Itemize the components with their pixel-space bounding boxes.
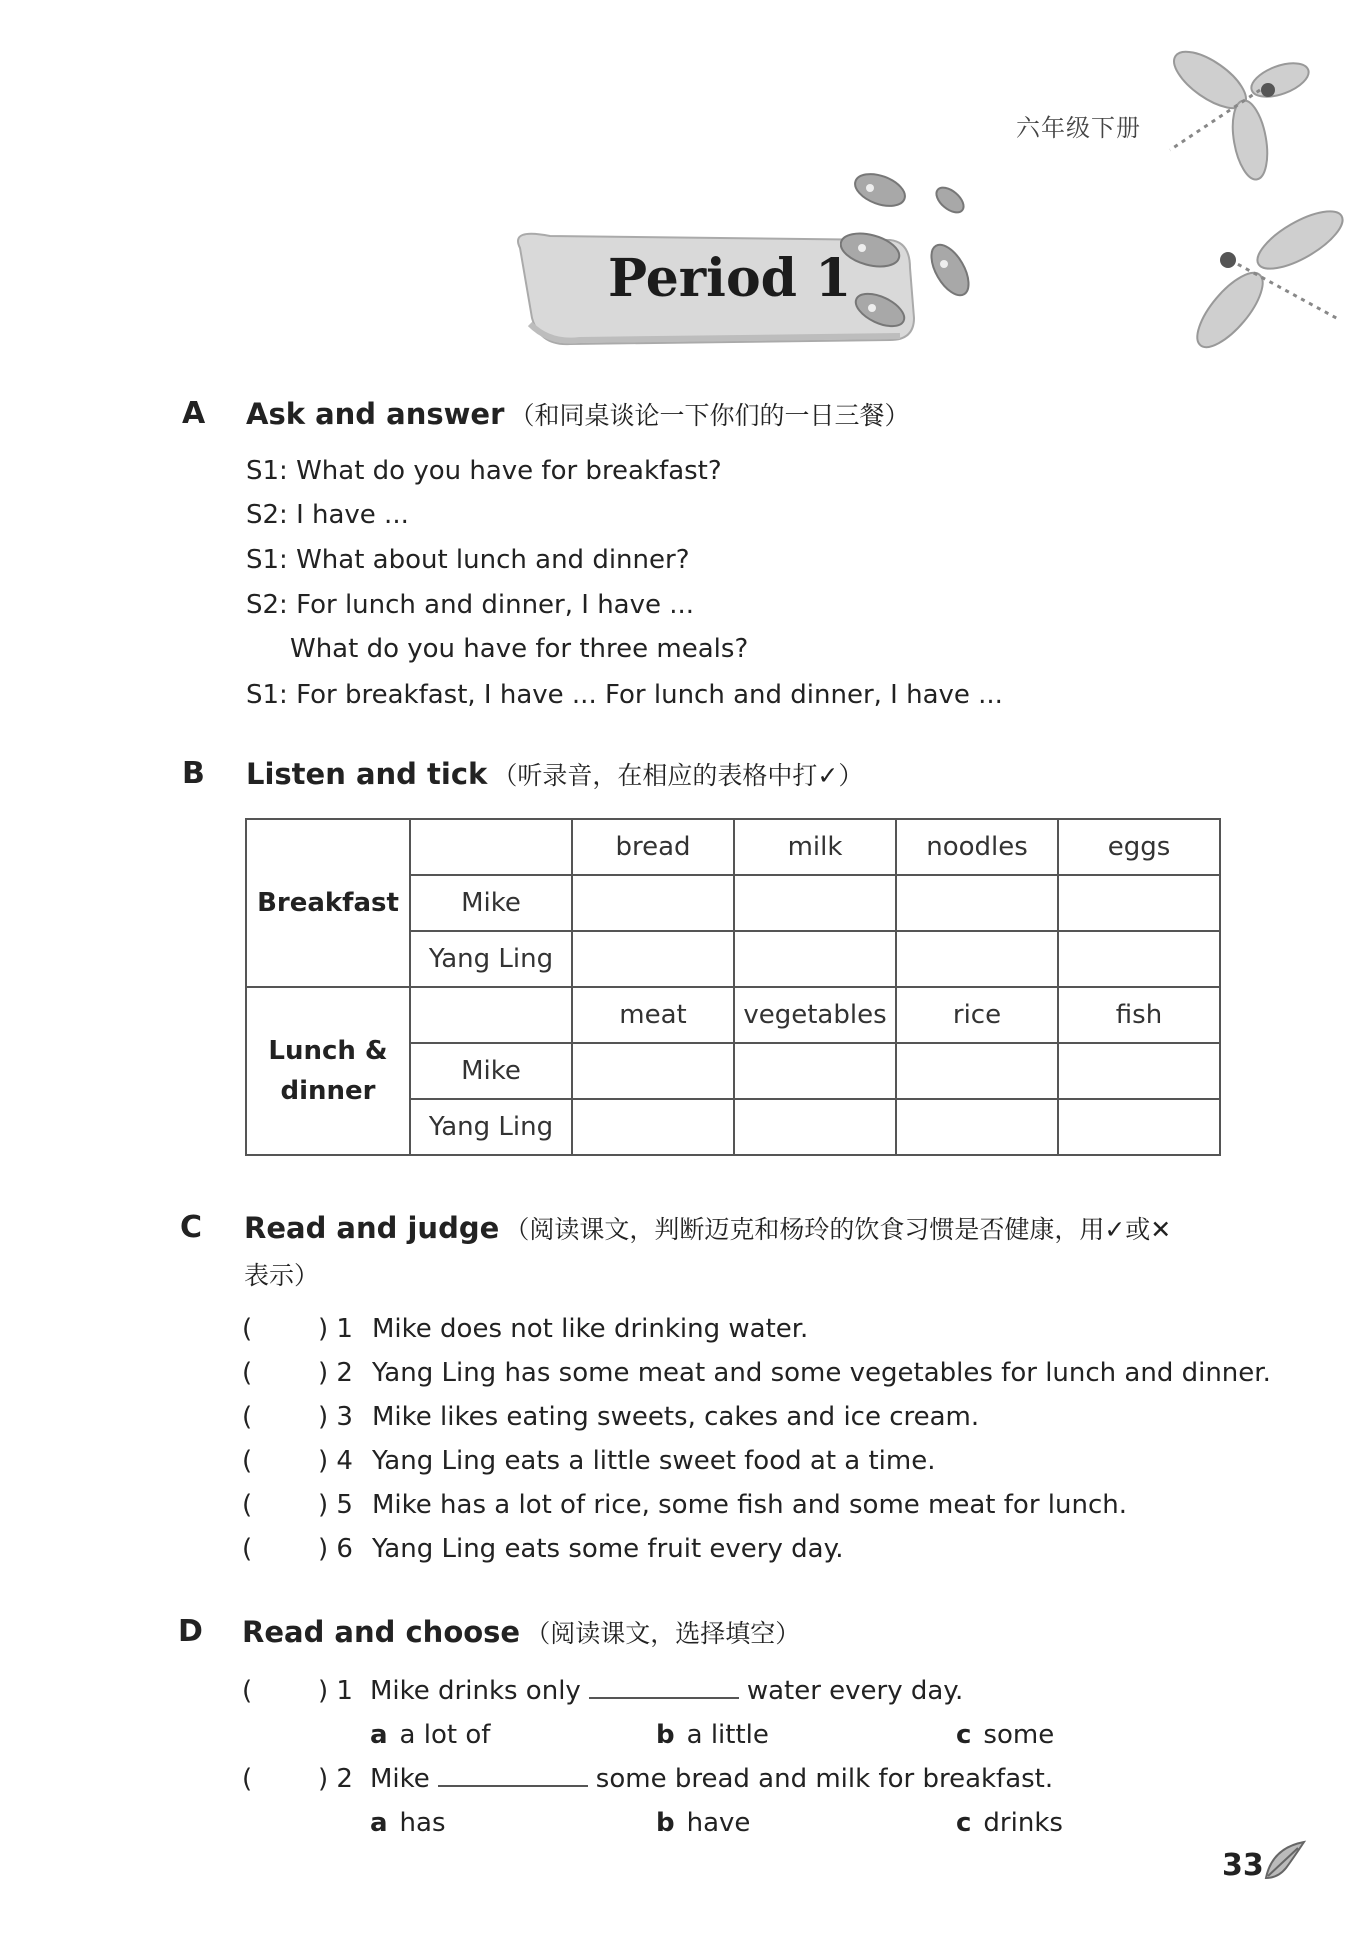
option-a[interactable]: a has	[370, 1808, 446, 1838]
answer-paren[interactable]: (	[242, 1402, 253, 1432]
food-header: rice	[896, 987, 1058, 1043]
question-number: ) 1	[318, 1314, 353, 1344]
section-d-hint: （阅读课文，选择填空）	[525, 1619, 801, 1648]
section-b-heading	[246, 756, 863, 792]
name-cell: Yang Ling	[410, 931, 572, 987]
tick-cell[interactable]	[1058, 931, 1220, 987]
question-number: ) 4	[318, 1446, 353, 1476]
question-pre: Mike drinks only	[370, 1676, 581, 1706]
question-text: Mike does not like drinking water.	[372, 1314, 809, 1344]
section-a-title: Ask and answer	[246, 397, 505, 431]
question-number: ) 2	[318, 1358, 353, 1388]
tick-cell[interactable]	[734, 875, 896, 931]
tick-cell[interactable]	[734, 931, 896, 987]
tick-cell[interactable]	[1058, 1099, 1220, 1155]
question-number: ) 1	[318, 1676, 353, 1706]
leaf-icon	[1262, 1838, 1308, 1882]
question-number: ) 3	[318, 1402, 353, 1432]
question-post: some bread and milk for breakfast.	[595, 1764, 1054, 1794]
food-header: fish	[1058, 987, 1220, 1043]
answer-paren[interactable]: (	[242, 1534, 253, 1564]
table-corner-cell	[410, 819, 572, 875]
tick-cell[interactable]	[572, 1043, 734, 1099]
question-text	[370, 1764, 1053, 1794]
food-header: bread	[572, 819, 734, 875]
answer-blank[interactable]	[589, 1697, 739, 1699]
section-d-title: Read and choose	[242, 1615, 521, 1649]
food-header: meat	[572, 987, 734, 1043]
tick-cell[interactable]	[572, 931, 734, 987]
question-text: Yang Ling eats a little sweet food at a time.	[372, 1446, 936, 1476]
section-c-hint-cont: 表示）	[244, 1261, 320, 1290]
section-a-heading	[246, 396, 910, 432]
question-text: Mike has a lot of rice, some fish and some meat for lunch.	[372, 1490, 1127, 1520]
name-cell: Mike	[410, 875, 572, 931]
table-corner-cell	[410, 987, 572, 1043]
tick-cell[interactable]	[896, 875, 1058, 931]
dragonfly-decoration	[1150, 20, 1350, 360]
listen-tick-table	[245, 818, 1221, 1156]
fish-decoration	[840, 160, 1000, 340]
answer-paren[interactable]: (	[242, 1446, 253, 1476]
food-header: milk	[734, 819, 896, 875]
tick-cell[interactable]	[1058, 1043, 1220, 1099]
dialogue-line: S1: For breakfast, I have ... For lunch and dinner, I have ...	[246, 680, 1003, 710]
section-a-hint: （和同桌谈论一下你们的一日三餐）	[509, 401, 910, 430]
section-d-letter: D	[178, 1614, 203, 1649]
option-b[interactable]: b a little	[656, 1720, 769, 1750]
dialogue-line: What do you have for three meals?	[290, 634, 749, 664]
answer-paren[interactable]: (	[242, 1764, 253, 1794]
section-b-letter: B	[182, 756, 205, 791]
question-text: Yang Ling eats some fruit every day.	[372, 1534, 844, 1564]
name-cell: Mike	[410, 1043, 572, 1099]
tick-cell[interactable]	[1058, 875, 1220, 931]
tick-cell[interactable]	[896, 1043, 1058, 1099]
tick-cell[interactable]	[572, 875, 734, 931]
answer-paren[interactable]: (	[242, 1490, 253, 1520]
dialogue-line: S1: What do you have for breakfast?	[246, 456, 722, 486]
dialogue-line: S1: What about lunch and dinner?	[246, 545, 690, 575]
option-c[interactable]: c some	[956, 1720, 1055, 1750]
question-text: Yang Ling has some meat and some vegetables for lunch and dinner.	[372, 1358, 1271, 1388]
answer-paren[interactable]: (	[242, 1676, 253, 1706]
section-d-heading	[242, 1614, 800, 1650]
food-header: noodles	[896, 819, 1058, 875]
question-number: ) 2	[318, 1764, 353, 1794]
tick-cell[interactable]	[896, 1099, 1058, 1155]
tick-cell[interactable]	[734, 1099, 896, 1155]
section-c-heading	[244, 1210, 1171, 1246]
lunch-dinner-label: Lunch & dinner	[246, 987, 410, 1155]
period-title: Period 1	[608, 248, 852, 309]
answer-blank[interactable]	[438, 1785, 588, 1787]
section-c-letter: C	[180, 1210, 203, 1245]
tick-cell[interactable]	[896, 931, 1058, 987]
question-number: ) 6	[318, 1534, 353, 1564]
question-pre: Mike	[370, 1764, 430, 1794]
tick-cell[interactable]	[734, 1043, 896, 1099]
answer-paren[interactable]: (	[242, 1358, 253, 1388]
dialogue-line: S2: For lunch and dinner, I have ...	[246, 590, 695, 620]
question-number: ) 5	[318, 1490, 353, 1520]
section-c-title: Read and judge	[244, 1211, 500, 1245]
section-b-title: Listen and tick	[246, 757, 488, 791]
tick-cell[interactable]	[572, 1099, 734, 1155]
food-header: eggs	[1058, 819, 1220, 875]
food-header: vegetables	[734, 987, 896, 1043]
section-c-hint: （阅读课文，判断迈克和杨玲的饮食习惯是否健康，用✓或✕	[504, 1215, 1172, 1244]
option-c[interactable]: c drinks	[956, 1808, 1063, 1838]
question-text: Mike likes eating sweets, cakes and ice cream.	[372, 1402, 980, 1432]
dialogue-line: S2: I have ...	[246, 500, 409, 530]
name-cell: Yang Ling	[410, 1099, 572, 1155]
option-b[interactable]: b have	[656, 1808, 751, 1838]
section-b-hint: （听录音，在相应的表格中打✓）	[492, 761, 864, 790]
breakfast-label: Breakfast	[246, 819, 410, 987]
section-a-letter: A	[182, 396, 206, 431]
answer-paren[interactable]: (	[242, 1314, 253, 1344]
page-number: 33	[1222, 1848, 1264, 1883]
question-text	[370, 1676, 963, 1706]
question-post: water every day.	[746, 1676, 964, 1706]
option-a[interactable]: a a lot of	[370, 1720, 491, 1750]
grade-label: 六年级下册	[1016, 114, 1141, 142]
